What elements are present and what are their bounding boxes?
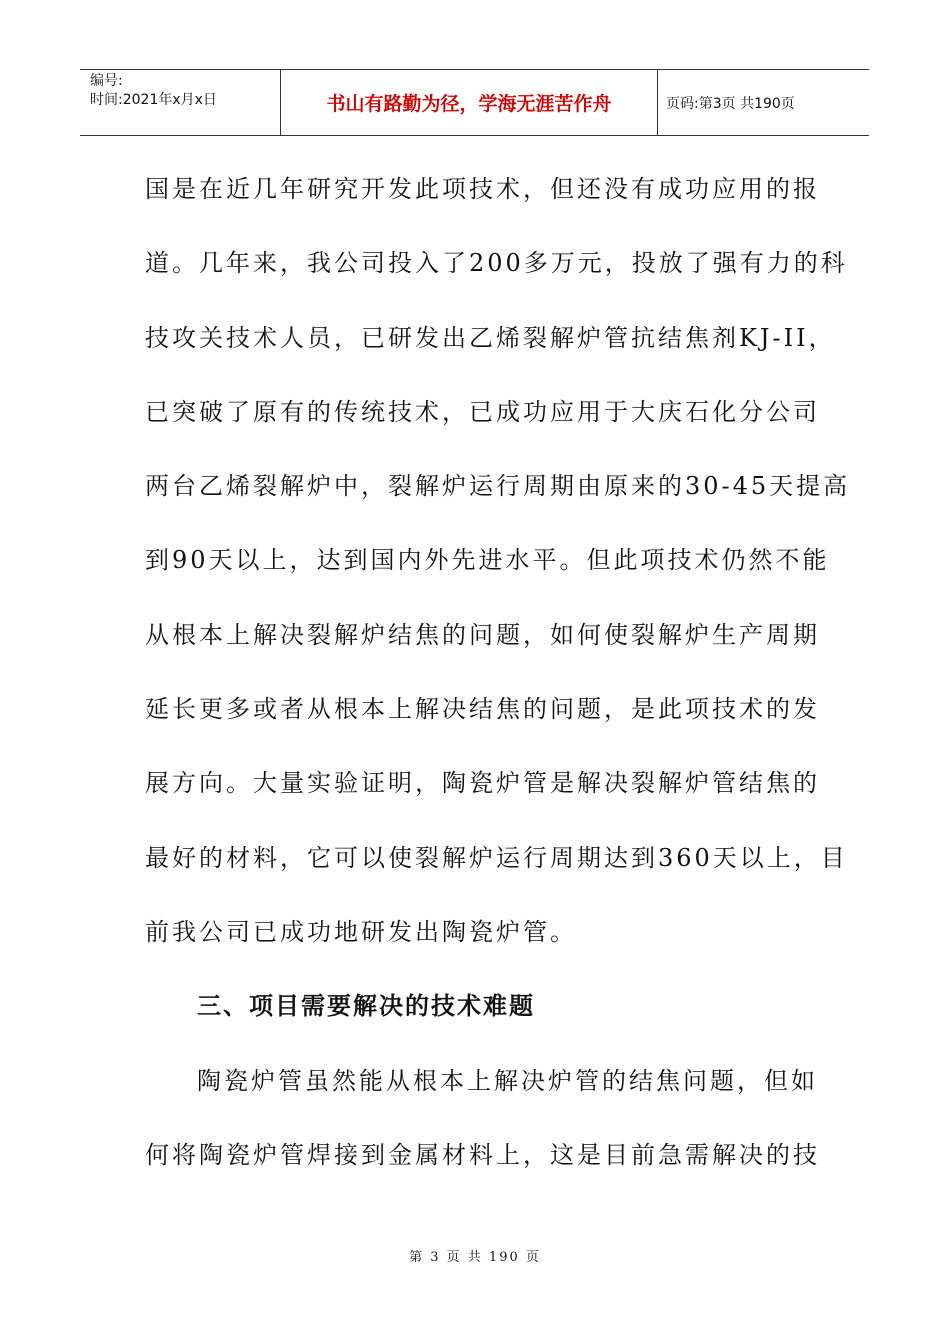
body-line: 到90天以上，达到国内外先进水平。但此项技术仍然不能 xyxy=(145,546,830,575)
header-motto: 书山有路勤为径，学海无涯苦作舟 xyxy=(281,70,658,135)
body-line: 陶瓷炉管虽然能从根本上解决炉管的结焦问题，但如 xyxy=(197,1066,818,1095)
body-line: 道。几年来，我公司投入了200多万元，投放了强有力的科 xyxy=(145,249,848,278)
document-number-label: 编号: xyxy=(90,73,123,89)
header-meta-cell xyxy=(80,70,281,135)
body-line: 已突破了原有的传统技术，已成功应用于大庆石化分公司 xyxy=(145,397,820,426)
section-heading: 三、项目需要解决的技术难题 xyxy=(197,992,535,1021)
body-line: 展方向。大量实验证明，陶瓷炉管是解决裂解炉管结焦的 xyxy=(145,769,820,798)
body-line: 延长更多或者从根本上解决结焦的问题，是此项技术的发 xyxy=(145,695,820,724)
body-line: 最好的材料，它可以使裂解炉运行周期达到360天以上，目 xyxy=(145,843,848,872)
body-line: 国是在近几年研究开发此项技术，但还没有成功应用的报 xyxy=(145,175,820,203)
body-line: 前我公司已成功地研发出陶瓷炉管。 xyxy=(145,917,577,946)
document-time: 时间:2021年x月x日 xyxy=(90,92,217,108)
page-header xyxy=(80,69,869,136)
body-line: 技攻关技术人员，已研发出乙烯裂解炉管抗结焦剂KJ-II， xyxy=(145,323,836,352)
body-line: 从根本上解决裂解炉结焦的问题，如何使裂解炉生产周期 xyxy=(145,620,820,649)
header-page-info: 页码:第3页 共190页 xyxy=(666,95,795,112)
page-footer: 第 3 页 共 190 页 xyxy=(409,1250,541,1265)
document-body xyxy=(145,152,851,1192)
body-line: 两台乙烯裂解炉中，裂解炉运行周期由原来的30-45天提高 xyxy=(145,472,851,501)
body-line: 何将陶瓷炉管焊接到金属材料上，这是目前急需解决的技 xyxy=(145,1140,820,1169)
